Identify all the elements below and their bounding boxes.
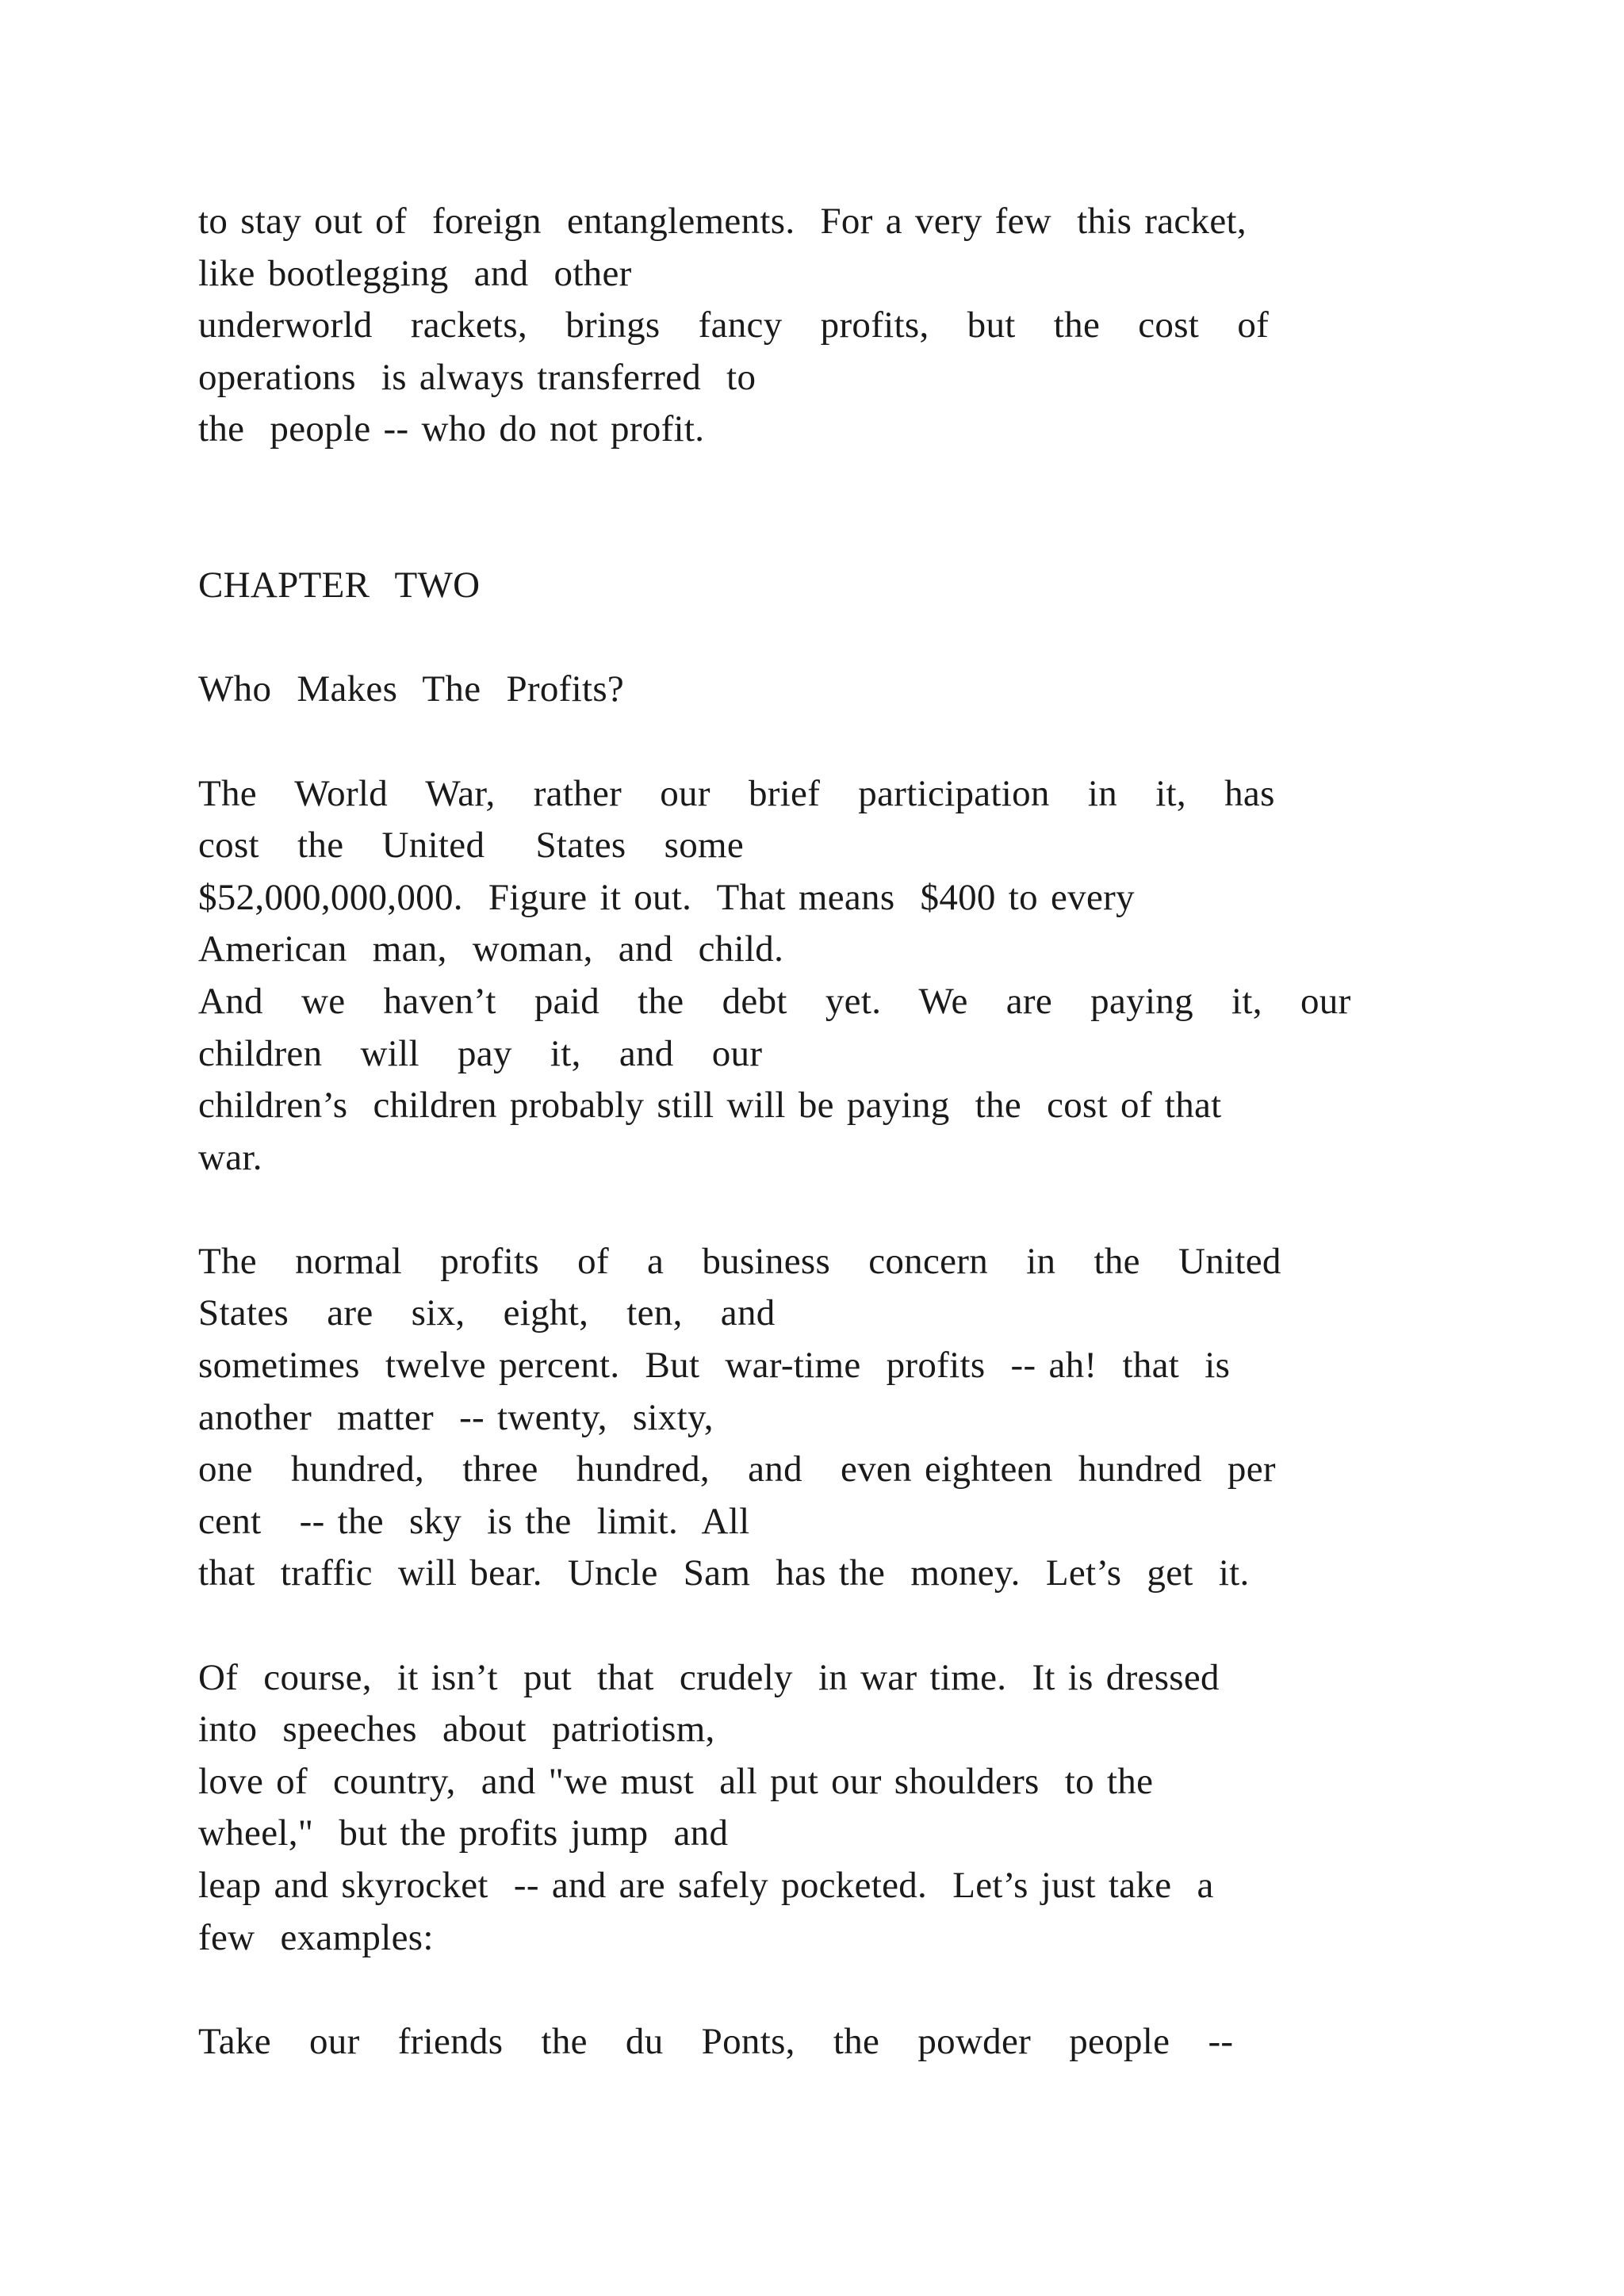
text-line: operations is always transferred to [198,356,756,398]
spacer [198,1184,1435,1236]
chapter-title: Who Makes The Profits? [198,668,625,710]
text-line: States are six, eight, ten, and [198,1292,776,1334]
text-line: Of course, it isn’t put that crudely in war time. It is dressed [198,1656,1220,1698]
text-line: that traffic will bear. Uncle Sam has the money. Let’s get it. [198,1552,1250,1594]
chapter-heading: CHAPTER TWO [198,564,481,607]
text-line: underworld rackets, brings fancy profits, but the cost of [198,304,1270,346]
text-line: into speeches about patriotism, [198,1709,715,1751]
text-line: And we haven’t paid the debt yet. We are paying it, our [198,980,1351,1022]
text-line: love of country, and "we must all put our shoulders to the [198,1760,1154,1802]
paragraph [198,1652,1435,1965]
text-line: like bootlegging and other [198,252,632,294]
text-line: American man, woman, and child. [198,928,784,970]
document-body [198,196,1435,2068]
spacer [198,1600,1435,1652]
text-line: Take our friends the du Ponts, the powder people -- [198,2020,1234,2062]
paragraph [198,2016,1435,2068]
spacer [198,1964,1435,2016]
paragraph [198,1236,1435,1600]
text-line: children’s children probably still will be paying the cost of that [198,1085,1222,1127]
text-line: one hundred, three hundred, and even eighteen hundred per [198,1448,1276,1490]
paragraph [198,768,1435,1184]
text-line: The World War, rather our brief participation in it, has [198,772,1275,814]
text-line: sometimes twelve percent. But war-time profits -- ah! that is [198,1345,1231,1387]
spacer [198,612,1435,664]
spacer [198,716,1435,768]
text-line: leap and skyrocket -- and are safely pocketed. Let’s just take a [198,1865,1214,1906]
text-line: to stay out of foreign entanglements. For a very few this racket, [198,201,1247,242]
paragraph [198,196,1435,456]
text-line: $52,000,000,000. Figure it out. That means $400 to every [198,876,1135,918]
text-line: few examples: [198,1916,434,1958]
text-line: war. [198,1136,262,1178]
text-line: children will pay it, and our [198,1032,763,1074]
text-line: wheel," but the profits jump and [198,1812,729,1854]
text-line: another matter -- twenty, sixty, [198,1396,714,1438]
spacer [198,456,1435,560]
text-line: the people -- who do not profit. [198,408,705,450]
text-line: cent -- the sky is the limit. All [198,1500,750,1542]
text-line: cost the United States some [198,825,745,867]
text-line: The normal profits of a business concern in the United [198,1240,1281,1282]
